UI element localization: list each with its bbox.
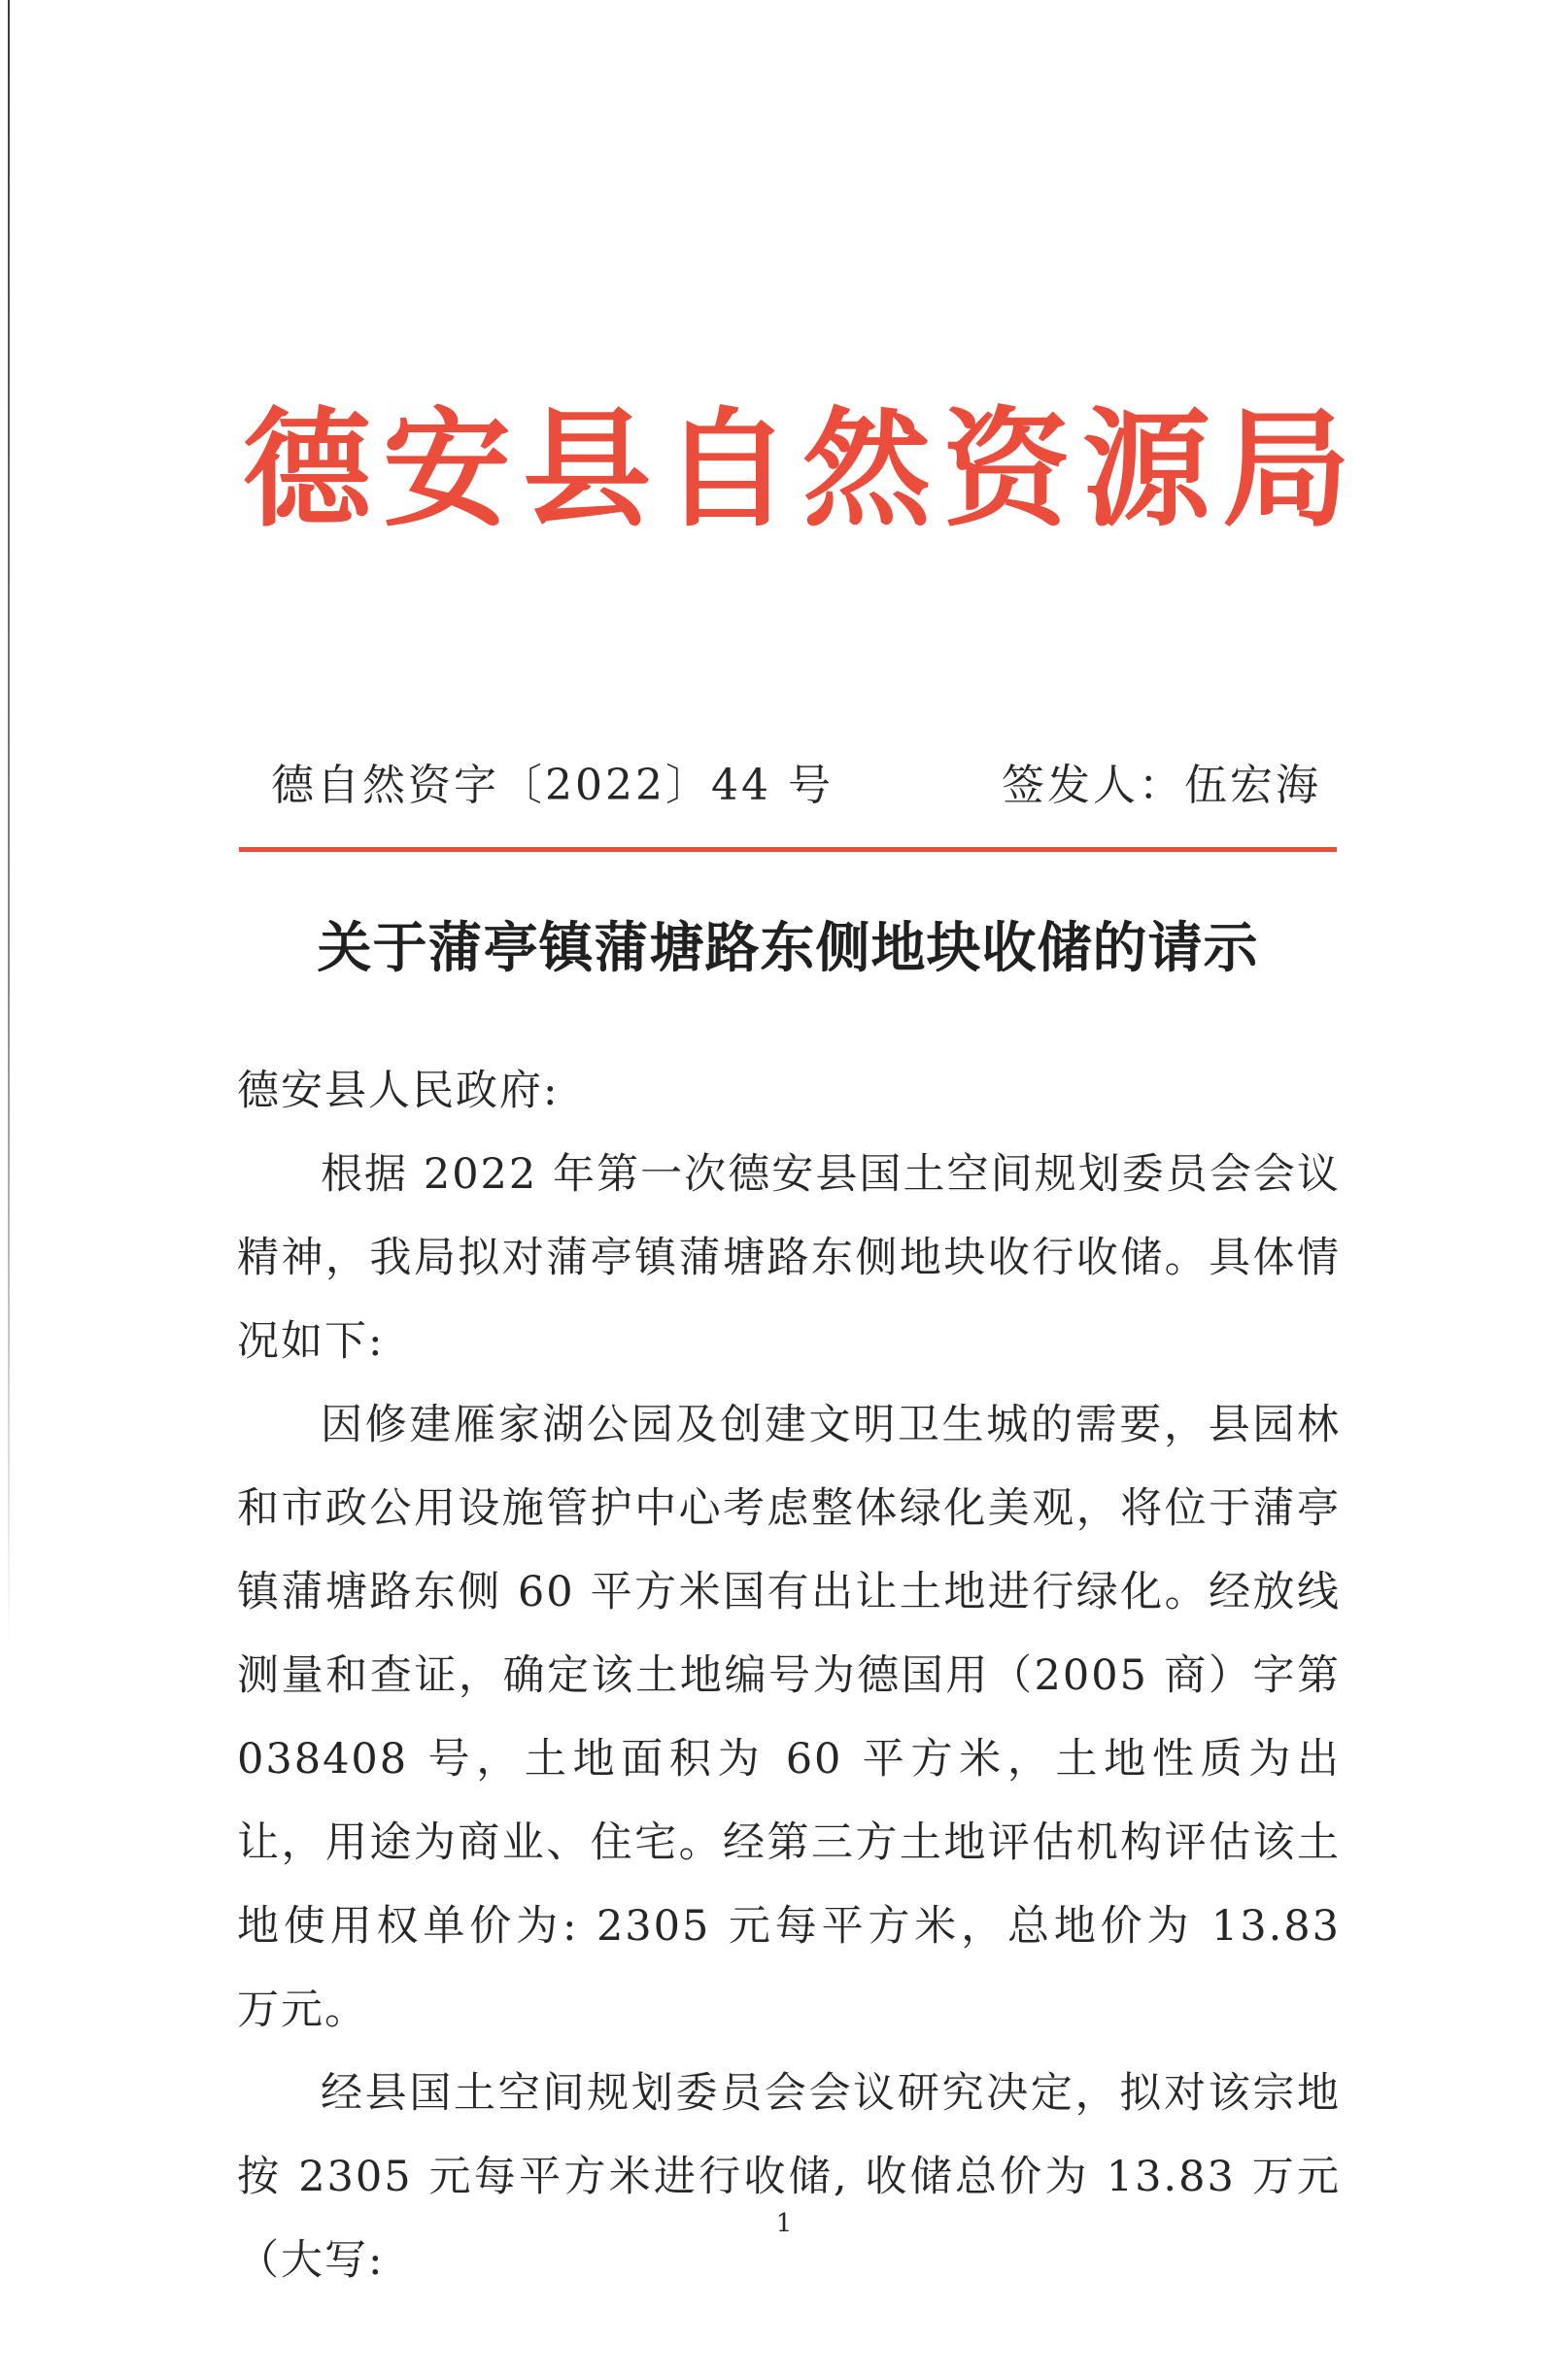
body-paragraph-1: 根据 2022 年第一次德安县国土空间规划委员会会议精神，我局拟对蒲亭镇蒲塘路东侧地块收行收储。具体情况如下:	[237, 1150, 1341, 1366]
document-body	[237, 1049, 1341, 2302]
document-number: 德自然资字〔2022〕44 号	[271, 761, 834, 810]
red-divider-line	[239, 847, 1337, 852]
scan-edge	[8, 0, 10, 1651]
page-number: 1	[775, 2209, 793, 2238]
letterhead-org-name: 德安县自然资源局	[243, 395, 1362, 545]
body-paragraph-2: 因修建雁家湖公园及创建文明卫生城的需要，县园林和市政公用设施管护中心考虑整体绿化美观，将位于蒲亭镇蒲塘路东侧 60 平方米国有出让土地进行绿化。经放线测量和查证，确定该土地编号为德国用（2005 商）字第 038408 号，土地面积为 60 平方米，土地性质为出让，用途为商业、住宅。经第三方土地评估机构评估该土地使用权单价为: 2305 元每平方米，总地价为 13.83 万元。	[237, 1401, 1341, 2034]
signer: 签发人：伍宏海	[1002, 761, 1321, 810]
salutation: 德安县人民政府:	[237, 1067, 560, 1115]
document-title: 关于蒲亭镇蒲塘路东侧地块收储的请示	[317, 917, 1259, 980]
body-paragraph-3: 经县国土空间规划委员会会议研究决定，拟对该宗地按 2305 元每平方米进行收储, 收储总价为 13.83 万元（大写:	[237, 2069, 1341, 2285]
